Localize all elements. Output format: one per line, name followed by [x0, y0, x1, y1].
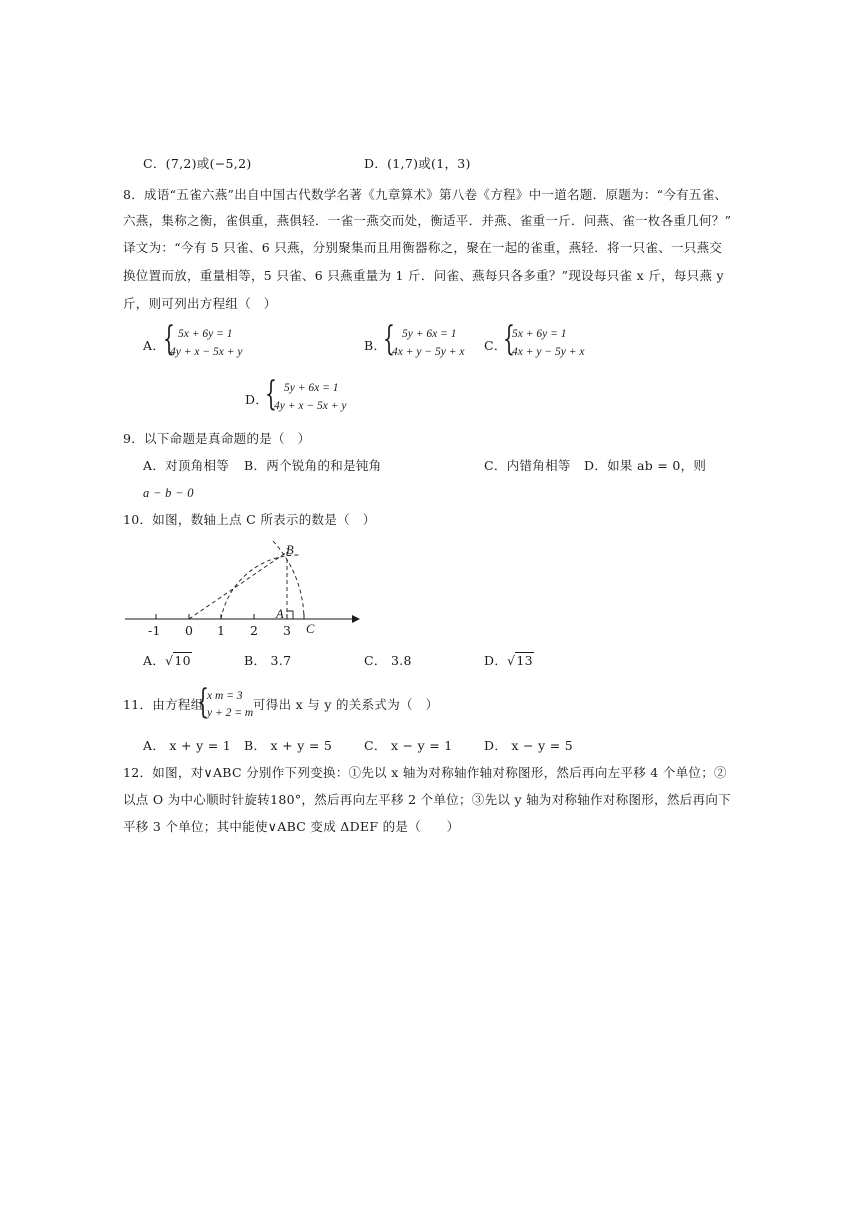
q11-option-b: B． x + y = 5 [244, 738, 333, 753]
q11-option-c: C． x − y = 1 [364, 738, 453, 753]
q8-option-d-brace: { [265, 374, 277, 414]
q7-option-d: D．(1,7)或(1，3) [364, 156, 471, 171]
q9-option-c: C．内错角相等 [484, 458, 571, 473]
sqrt-symbol: √13 [507, 653, 533, 668]
q12-line-3: 平移 3 个单位；其中能使∨ABC 变成 ΔDEF 的是（ ） [123, 819, 460, 834]
q8-option-d-eq1: 5y + 6x = 1 [284, 382, 339, 394]
q8-option-b-label: B． [364, 338, 387, 353]
q9-stem: 9．以下命题是真命题的是（ ） [123, 431, 311, 446]
q10-option-a-value: 10 [174, 653, 191, 668]
tick-label-1: 1 [217, 623, 226, 638]
q9-option-d: D．如果 ab = 0，则 [584, 458, 707, 473]
q8-option-c-eq2: 4x + y − 5y + x [512, 346, 585, 358]
q11-brace: { [197, 682, 209, 722]
sqrt-symbol: √10 [165, 653, 191, 668]
q8-option-a-brace: { [163, 319, 175, 359]
q11-eq1: x m = 3 [207, 690, 243, 702]
segment-OB [189, 552, 287, 619]
q11-option-d: D． x − y = 5 [484, 738, 574, 753]
q8-option-a-label: A． [143, 338, 166, 353]
q8-option-d-label: D． [245, 392, 269, 407]
q7-option-c: C．(7,2)或(−5,2) [143, 156, 252, 171]
q11-option-a: A． x + y = 1 [143, 738, 232, 753]
q8-line-4: 换位置而放，重量相等，5 只雀、6 只燕重量为 1 斤．问雀、燕每只各多重？”现设每只雀 x 斤，每只燕 y [123, 268, 724, 283]
q8-line-1: 8．成语“五雀六燕”出自中国古代数学名著《九章算术》第八卷《方程》中一道名题．原题为：“今有五雀、 [123, 187, 728, 202]
q10-option-d-label: D． [484, 653, 508, 668]
q8-option-c-eq1: 5x + 6y = 1 [512, 328, 567, 340]
q12-line-2: 以点 O 为中心顺时针旋转180°，然后再向左平移 2 个单位；③先以 y 轴为对称轴作对称图形，然后再向下 [123, 792, 731, 807]
q8-line-5: 斤，则可列出方程组（ ） [123, 296, 277, 311]
q10-option-a [143, 653, 192, 669]
q10-option-a-label: A． [143, 653, 166, 668]
point-label-c: C [306, 622, 315, 636]
q12-line-1: 12．如图，对∨ABC 分别作下列变换：①先以 x 轴为对称轴作轴对称图形，然后再向左平移 4 个单位；② [123, 765, 727, 780]
q11-stem-prefix: 11．由方程组 [123, 697, 204, 712]
q9-option-d-continued: a − b − 0 [143, 486, 194, 500]
tick-label-3: 3 [283, 623, 292, 638]
q10-option-d-value: 13 [516, 653, 533, 668]
number-line-arrow [352, 615, 360, 623]
point-label-b: B [286, 543, 294, 557]
q8-option-a-eq1: 5x + 6y = 1 [178, 328, 233, 340]
q10-option-c: C． 3.8 [364, 653, 412, 668]
q9-option-b: B．两个锐角的和是钝角 [244, 458, 382, 473]
tick-label-neg1: -1 [148, 623, 161, 638]
q8-option-c-label: C． [484, 338, 507, 353]
q8-option-b-eq2: 4x + y − 5y + x [392, 346, 465, 358]
q8-line-2: 六燕，集称之衡，雀俱重，燕俱轻．一雀一燕交而处，衡适平．并燕、雀重一斤．问燕、雀一枚各重几何？” [123, 213, 732, 228]
q8-option-b-eq1: 5y + 6x = 1 [402, 328, 457, 340]
right-angle-mark [287, 611, 293, 619]
q8-option-b-brace: { [383, 319, 395, 359]
tick-label-2: 2 [250, 623, 259, 638]
q8-option-d-eq2: 4y + x − 5x + y [274, 400, 347, 412]
q9-option-a: A．对顶角相等 [143, 458, 230, 473]
q8-option-c-brace: { [503, 319, 515, 359]
q8-option-a-eq2: 4y + x − 5x + y [170, 346, 243, 358]
q10-option-b: B． 3.7 [244, 653, 292, 668]
q10-stem: 10．如图，数轴上点 C 所表示的数是（ ） [123, 512, 376, 527]
q10-option-d [484, 653, 534, 669]
tick-label-0: 0 [185, 623, 194, 638]
point-label-a: A [276, 607, 284, 621]
q11-eq2: y + 2 = m [207, 707, 254, 719]
q8-line-3: 译文为：“今有 5 只雀、6 只燕，分别聚集而且用衡器称之，聚在一起的雀重，燕轻．将一只雀、一只燕交 [123, 240, 723, 255]
q11-stem-suffix: 可得出 x 与 y 的关系式为（ ） [253, 697, 439, 712]
